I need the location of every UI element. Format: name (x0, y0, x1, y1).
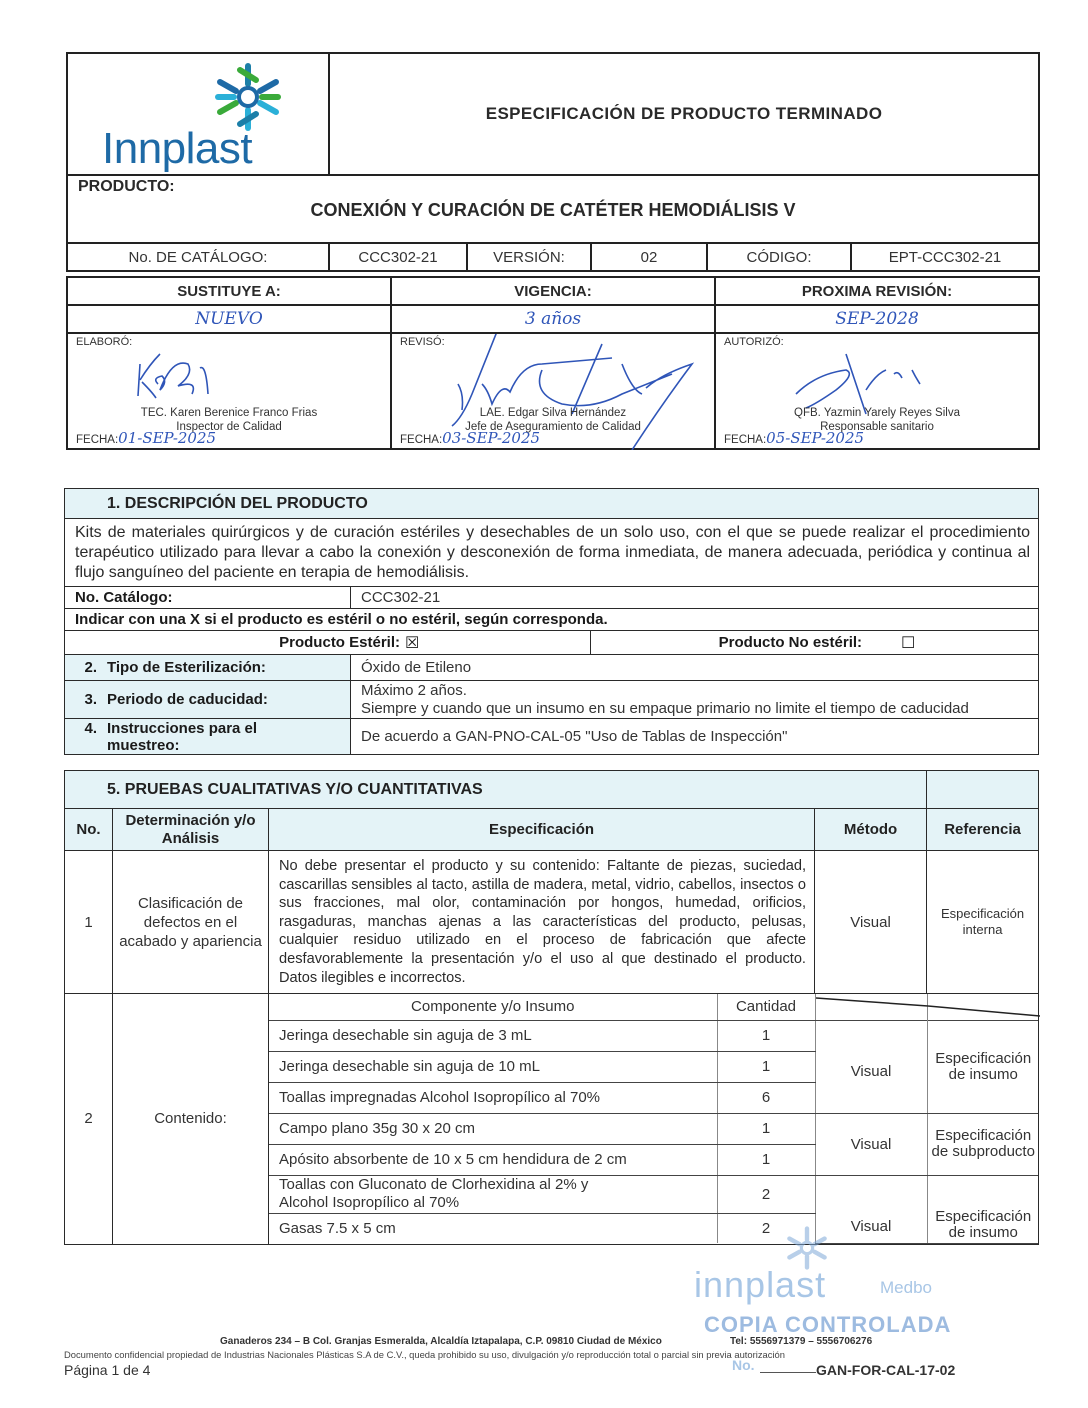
sterile-checkbox[interactable]: ☒ (405, 635, 420, 652)
product-cell (67, 175, 1039, 243)
prepared-date: 01-SEP-2025 (118, 429, 217, 447)
section-5-title: 5. PRUEBAS CUALITATIVAS Y/O CUANTITATIVAS (65, 771, 927, 809)
stamp-number-line (760, 1372, 816, 1373)
component-qty: 1 (717, 1113, 815, 1144)
nonsterile-checkbox[interactable]: ☐ (901, 635, 916, 652)
component-header: Componente y/o Insumo (269, 994, 717, 1020)
component-name: Toallas con Gluconato de Clorhexidina al 2% y Alcohol Isopropílico al 70% (269, 1175, 717, 1213)
section-product-description (64, 488, 1039, 755)
component-qty: 6 (717, 1082, 815, 1113)
sterilization-type-label: 2. Tipo de Esterilización: (65, 655, 351, 681)
authorized-label: AUTORIZÓ: (724, 336, 784, 348)
component-name: Apósito absorbente de 10 x 5 cm hendidura de 2 cm (269, 1144, 717, 1175)
section-1-title: 1. DESCRIPCIÓN DEL PRODUCTO (65, 489, 1039, 519)
logo-text: Innplast (102, 124, 253, 173)
reviewed-date: 03-SEP-2025 (442, 429, 541, 447)
nonsterile-option (591, 631, 1039, 655)
group1-reference: Especificación de insumo (927, 1020, 1039, 1113)
row1-specification: No debe presentar el producto y su contenido: Faltante de piezas, suciedad, cascarillas sensibles al tacto, astilla de madera, metal, vidrio, cabellos, insectos o sus fracciones, mal olor, contaminación por hongos, humedad, orificios, rasgaduras, manchas ajenas a las características del producto, pelusas, cualquier residuo utilizado en el proceso de fabricación que afecte desfavorablemente la presentación y/o el uso al que destinado el producto. Datos ilegibles e incorrectos. (269, 851, 815, 994)
prepared-date-label: FECHA: (76, 434, 119, 446)
row1-reference: Especificación interna (927, 851, 1039, 994)
col-determination: Determinación y/o Análisis (113, 809, 269, 851)
version-label: VERSIÓN: (467, 243, 591, 271)
component-qty: 1 (717, 1051, 815, 1082)
catalog-label-s1: No. Catálogo: (65, 587, 351, 609)
group2-method: Visual (815, 1113, 927, 1175)
document-header (66, 52, 1040, 272)
prepared-name: TEC. Karen Berenice Franco Frias (140, 407, 318, 419)
product-label: PRODUCTO: (78, 178, 175, 195)
reviewed-role: Jefe de Aseguramiento de Calidad (465, 421, 641, 433)
revision-signature-table (66, 276, 1040, 450)
catalog-value-s1: CCC302-21 (351, 587, 1039, 609)
next-review-label: PROXIMA REVISIÓN: (715, 277, 1039, 305)
prepared-label: ELABORÓ: (76, 336, 133, 348)
authorized-date-label: FECHA: (724, 434, 767, 446)
expiry-period-label: 3. Periodo de caducidad: (65, 681, 351, 719)
component-qty: 1 (717, 1020, 815, 1051)
version-value: 02 (591, 243, 707, 271)
test-row-1 (65, 851, 1039, 994)
prepared-by-cell (67, 333, 391, 449)
controlled-copy-stamp: COPIA CONTROLADA (704, 1312, 952, 1337)
component-name: Toallas impregnadas Alcohol Isopropílico al 70% (269, 1082, 717, 1113)
catalog-value: CCC302-21 (329, 243, 467, 271)
catalog-label: No. DE CATÁLOGO: (67, 243, 329, 271)
group3-reference: Especificación de insumo (927, 1175, 1039, 1243)
row2-determination: Contenido: (113, 994, 269, 1245)
reviewed-by-cell (391, 333, 715, 449)
reviewed-date-label: FECHA: (400, 434, 443, 446)
sampling-instructions-label: 4. Instrucciones para el muestreo: (65, 719, 351, 755)
innplast-logo-icon (212, 62, 284, 132)
authorized-name: QFB. Yazmin Yarely Reyes Silva (794, 407, 960, 419)
group1-method: Visual (815, 1020, 927, 1113)
component-name: Gasas 7.5 x 5 cm (269, 1213, 717, 1243)
validity-label: VIGENCIA: (391, 277, 715, 305)
col-method: Método (815, 809, 927, 851)
sampling-instructions-value: De acuerdo a GAN-PNO-CAL-05 "Uso de Tablas de Inspección" (351, 719, 1039, 755)
component-name: Campo plano 35g 30 x 20 cm (269, 1113, 717, 1144)
group2-reference: Especificación de subproducto (927, 1113, 1039, 1175)
row1-determination: Clasificación de defectos en el acabado y apariencia (113, 851, 269, 994)
quantity-header: Cantidad (717, 994, 815, 1020)
strike-line-icon (928, 994, 1040, 1020)
document-title: ESPECIFICACIÓN DE PRODUCTO TERMINADO (329, 53, 1039, 175)
expiry-period-value: Máximo 2 años. Siempre y cuando que un insumo en su empaque primario no limite el tiempo de caducidad (351, 681, 1039, 719)
components-table (269, 994, 1039, 1244)
row1-method: Visual (815, 851, 927, 994)
col-specification: Especificación (269, 809, 815, 851)
replaces-label: SUSTITUYE A: (67, 277, 391, 305)
component-name: Jeringa desechable sin aguja de 10 mL (269, 1051, 717, 1082)
stamp-number-label: No. (732, 1357, 755, 1373)
authorized-by-cell (715, 333, 1039, 449)
component-qty: 1 (717, 1144, 815, 1175)
reviewed-name: LAE. Edgar Silva Hernández (479, 407, 627, 419)
row2-no: 2 (65, 994, 113, 1245)
sterile-label: Producto Estéril: (279, 634, 400, 651)
nonsterile-label: Producto No estéril: (718, 634, 863, 651)
prepared-role: Inspector de Calidad (176, 421, 282, 433)
footer-phone: Tel: 5556971379 – 5556706276 (730, 1336, 873, 1347)
test-row-2 (65, 994, 1039, 1245)
replaces-value: NUEVO (195, 309, 263, 329)
group3-method: Visual (815, 1175, 927, 1243)
logo-cell (67, 53, 329, 175)
code-label: CÓDIGO: (707, 243, 851, 271)
product-description: Kits de materiales quirúrgicos y de curación estériles y desechables de un solo uso, con el que se puede realizar el procedimiento terapéutico utilizado para llevar a cabo la conexión y desconexión de forma inmediata, de manera adecuada, periódica y continua al flujo sanguíneo del paciente en terapia de hemodiálisis. (65, 519, 1039, 587)
section-tests (64, 770, 1039, 1245)
stamp-partner: Medbo (880, 1278, 932, 1297)
row1-no: 1 (65, 851, 113, 994)
footer-confidential: Documento confidencial propiedad de Industrias Nacionales Plásticas S.A de C.V., queda prohibido su uso, divulgación y/o reproducción total o parcial sin previa autorización (64, 1349, 785, 1360)
next-review-value: SEP-2028 (835, 309, 919, 329)
validity-value: 3 años (524, 309, 582, 329)
component-name: Jeringa desechable sin aguja de 3 mL (269, 1020, 717, 1051)
code-value: EPT-CCC302-21 (851, 243, 1039, 271)
footer-address: Ganaderos 234 – B Col. Granjas Esmeralda, Alcaldía Iztapalapa, C.P. 09810 Ciudad de México (220, 1336, 662, 1347)
reviewed-label: REVISÓ: (400, 336, 445, 348)
sterile-instruction: Indicar con una X si el producto es estéril o no estéril, según corresponda. (65, 609, 1039, 631)
col-no: No. (65, 809, 113, 851)
sterilization-type-value: Óxido de Etileno (351, 655, 1039, 681)
col-reference: Referencia (927, 809, 1039, 851)
strike-line-icon (816, 994, 928, 1020)
sterile-option (65, 631, 591, 655)
authorized-role: Responsable sanitario (820, 421, 934, 433)
product-name: CONEXIÓN Y CURACIÓN DE CATÉTER HEMODIÁLISIS V (310, 200, 796, 220)
stamp-brand: innplast (694, 1264, 827, 1305)
form-code: GAN-FOR-CAL-17-02 (816, 1362, 956, 1378)
component-qty: 2 (717, 1175, 815, 1213)
page-number: Página 1 de 4 (64, 1362, 151, 1378)
authorized-date: 05-SEP-2025 (766, 429, 865, 447)
component-qty: 2 (717, 1213, 815, 1243)
